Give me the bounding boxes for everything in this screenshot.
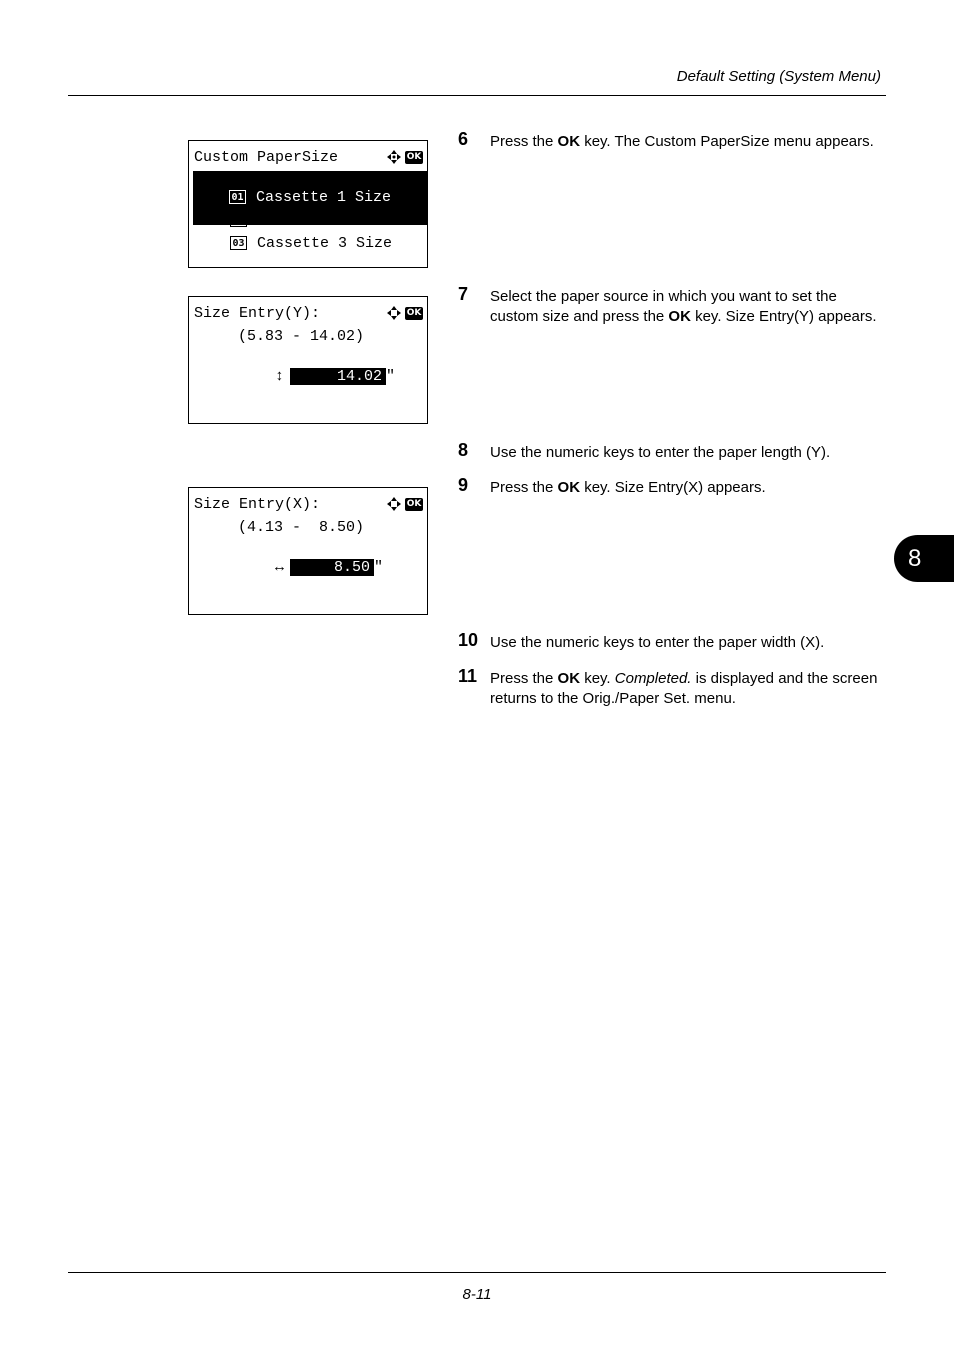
range-text: (5.83 - 14.02) <box>238 328 365 345</box>
header-rule <box>68 95 886 96</box>
width-value-field[interactable]: 8.50 <box>290 559 374 576</box>
step-number: 6 <box>458 129 469 149</box>
item-number-badge: 01 <box>229 190 246 204</box>
item-label: Cassette 2 Size <box>257 212 393 229</box>
footer-rule <box>68 1272 886 1273</box>
navigation-arrows-icon <box>386 149 402 165</box>
chapter-tab: 8 <box>894 535 954 582</box>
list-item-cassette-3[interactable] <box>194 217 392 271</box>
step-number: 11 <box>458 666 478 686</box>
step-text: Press the OK key. Size Entry(X) appears. <box>490 479 766 496</box>
custom-papersize-screen <box>188 140 428 268</box>
step-text: Use the numeric keys to enter the paper width (X). <box>490 634 825 651</box>
ok-key-icon: OK <box>406 152 422 162</box>
step-text: Select the paper source in which you want to set the custom size and press the OK key. Size Entry(Y) appears. <box>490 288 877 325</box>
length-value-field[interactable]: 14.02 <box>290 368 386 385</box>
ok-key-icon: OK <box>406 308 422 318</box>
page-header-title: Default Setting (System Menu) <box>676 68 881 85</box>
ok-key-icon: OK <box>406 499 422 509</box>
navigation-arrows-icon <box>386 305 402 321</box>
screen-title: Size Entry(Y): <box>194 305 321 322</box>
step-number: 8 <box>458 440 469 460</box>
step-text: Press the OK key. The Custom PaperSize menu appears. <box>490 133 874 150</box>
item-number-badge: 03 <box>230 236 247 250</box>
screen-title: Size Entry(X): <box>194 496 321 513</box>
screen-title: Custom PaperSize <box>194 149 339 166</box>
range-text: (4.13 - 8.50) <box>238 519 365 536</box>
step-number: 9 <box>458 475 469 495</box>
step-text: Press the OK key. Completed. is displayed and the screen returns to the Orig./Paper Set. menu. <box>490 670 878 707</box>
item-label: Cassette 1 Size <box>256 189 392 206</box>
item-label: Cassette 3 Size <box>257 235 393 252</box>
step-number: 7 <box>458 284 469 304</box>
value-entry-row <box>239 350 395 404</box>
value-entry-row <box>239 541 383 595</box>
step-text: Use the numeric keys to enter the paper length (Y). <box>490 444 831 461</box>
size-entry-y-screen <box>188 296 428 424</box>
horizontal-arrow-icon: ↔ <box>275 559 285 576</box>
item-number-badge: 02 <box>230 213 247 227</box>
step-number: 10 <box>458 630 479 650</box>
navigation-arrows-icon <box>386 496 402 512</box>
size-entry-x-screen <box>188 487 428 615</box>
page-number: 8-11 <box>462 1286 492 1303</box>
unit-label: " <box>374 559 384 576</box>
unit-label: " <box>386 368 396 385</box>
vertical-arrow-icon: ↕ <box>275 368 285 385</box>
